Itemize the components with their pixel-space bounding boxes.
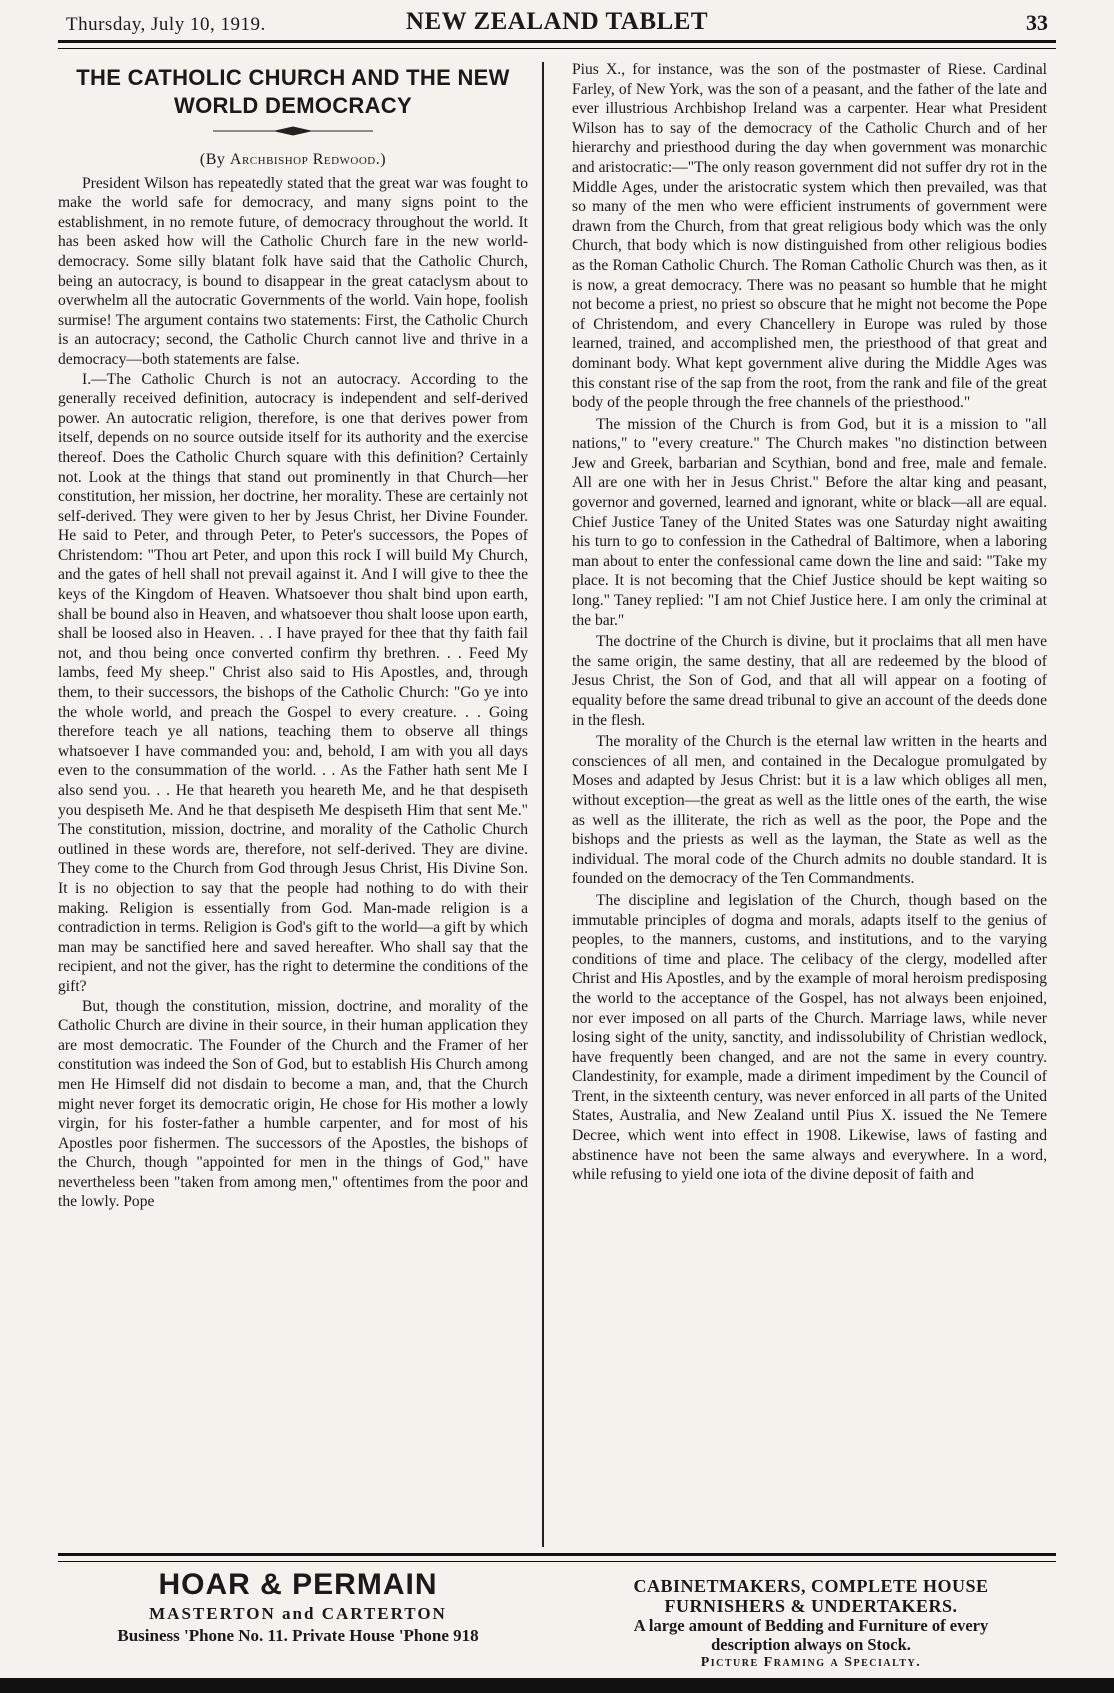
byline-suffix: ) [380,151,387,168]
article-title [58,64,528,120]
article-paragraph: The discipline and legislation of the Church, though based on the immutable principles of dogma and morals, adapts itself to the genius of peoples, to the manners, customs, and institutions, and to the varying conditions of time and place. The celibacy of the clergy, modelled after Christ and His Apostles, and by the example of moral heroism predisposing the world to the acceptance of the Gospel, has not always been enjoined, nor ever imposed on all parts of the Church. Marriage laws, while never losing sight of the unity, sanctity, and indissolubility of Christian wedlock, have frequently been changed, and are not the same in every country. Clandestinity, for example, made a diriment impediment by the Council of Trent, in the sixteenth century, was never enforced in all parts of the United States, Australia, and New Zealand until Pius X. issued the Ne Temere Decree, which went into effect in 1908. Likewise, laws of fasting and abstinence have not been the same always and everywhere. In a word, while refusing to yield one iota of the divine deposit of faith and [572,891,1047,1184]
article-column-left [58,60,528,1212]
publication-title: NEW ZEALAND TABLET [405,8,709,35]
ad-line-2: FURNISHERS & UNDERTAKERS. [664,1596,958,1616]
advertisement-cabinetmakers [566,1576,1056,1672]
ad-line-4: description always on Stock. [711,1635,911,1654]
column-divider [542,62,544,1547]
article-title-line-2: WORLD DEMOCRACY [174,93,412,118]
byline-prefix: (By [199,151,230,168]
ad-line-3: A large amount of Bedding and Furniture of every [633,1616,989,1635]
article-paragraph: I.—The Catholic Church is not an autocracy. According to the generally received definition, autocracy is independent and self-derived power. An autocratic religion, therefore, is one that derives power from itself, depends on no source outside itself for its authority and the exercise thereof. Does the Catholic Church square with this definition? Certainly not. Look at the things that stand out prominently in that Church—her constitution, her mission, her doctrine, her morality. These are certainly not self-derived. They were given to her by Jesus Christ, her Divine Founder. He said to Peter, and through Peter, to Peter's successors, the Popes of Christendom: "Thou art Peter, and upon this rock I will build My Church, and the gates of hell shall not prevail against it. And I will give to thee the keys of the Kingdom of Heaven. Whatsoever thou shalt bind upon earth, shall be bound also in Heaven, and whatsoever thou shalt loose upon earth, shall be loosed also in Heaven. . . I have prayed for thee that thy faith fail not, and thou being once converted confirm thy brethren. . . Feed My lambs, feed My sheep." Christ also said to His Apostles, and, through them, to their successors, the bishops of the Catholic Church: "Go ye into the whole world, and preach the Gospel to every creature. . . Going therefore teach ye all nations, teaching them to observe all things whatsoever I have commanded you: and, behold, I am with you all days even to the consummation of the world. . . As the Father hath sent Me I also send you. . . He that heareth you heareth Me, and he that despiseth you despiseth Me. And he that despiseth Me despiseth Him that sent Me." The constitution, mission, doctrine, and morality of the Catholic Church outlined in these words are, therefore, not self-derived. They are divine. They come to the Church from God through Jesus Christ, His Divine Son. It is no objection to say that the people had nothing to do with their making. Religion is essentially from God. Man-made religion is a contradiction in terms. Religion is God's gift to the world—a gift by which man may be sanctified here and saved hereafter. Who shall say that the recipient, and not the giver, has the right to determine the conditions of the gift? [58,370,528,995]
article-paragraph: The mission of the Church is from God, but it is a mission to "all nations," to "every creature." The Church makes "no distinction between Jew and Greek, barbarian and Scythian, bond and free, male and female. All are one with her in Jesus Christ." Before the altar king and peasant, governor and governed, learned and ignorant, white or black—all are equal. Chief Justice Taney of the United States was one Saturday night awaiting his turn to go to confession in the Cathedral of Baltimore, when a laboring man about to enter the confessional came down the line and said: "Take my place. It is not becoming that the Chief Justice should be kept waiting so long." Taney replied: "I am not Chief Justice here. I am only the criminal at the bar." [572,415,1047,629]
article-paragraph: Pius X., for instance, was the son of the postmaster of Riese. Cardinal Farley, of New York, was the son of a peasant, and the father of the late and ever illustrious Archbishop Ireland was a carpenter. Hear what President Wilson has to say of the democracy of the Catholic Church and of her hierarchy and priesthood during the day when government was monarchic and aristocratic:—"The only reason government did not suffer dry rot in the Middle Ages, under the aristocratic system which then prevailed, was that so many of the men who were efficient instruments of government were drawn from the Church, from that great religious body which was the only Church, that body which is now distinguished from other religious bodies as the Roman Catholic Church. The Roman Catholic Church was then, as it is now, a great democracy. There was no peasant so humble that he might not become a priest, no priest so obscure that he might not become the Pope of Christendom, and every Chancellery in Europe was ruled by those learned, trained, and accomplished men, the priesthood of that great and dominant body. What kept government alive during the Middle Ages was this constant rise of the sap from the root, from the rank and file of the great body of the people through the free channels of the priesthood." [572,61,1047,412]
article-paragraph: But, though the constitution, mission, doctrine, and morality of the Catholic Church are divine in their source, in their human application they are most democratic. The Founder of the Church and the Framer of her constitution was indeed the Son of God, but to establish His Church among men He Himself did not disdain to become a man, and, that the Church might never forget its democratic origin, He chose for His mother a lowly virgin, for his foster-father a humble carpenter, and for most of his Apostles poor fishermen. The successors of the Apostles, the bishops of the Church, though "appointed for men in the things of God," have nevertheless been "taken from among men," oftentimes from the poor and the lowly. Pope [58,997,528,1211]
ad-line-1: CABINETMAKERS, COMPLETE HOUSE [633,1576,989,1596]
page-number: 33 [1026,10,1048,35]
article-paragraph: President Wilson has repeatedly stated that the great war was fought to make the world safe for democracy, and many signs point to the establishment, in no remote future, of democracy throughout the world. It has been asked how will the Catholic Church fare in the new world-democracy. Some silly blatant folk have said that the Catholic Church, being an autocracy, is bound to disappear in the great cataclysm about to overwhelm all the autocratic Governments of the world. Vain hope, foolish surmise! The argument contains two statements: First, the Catholic Church is an autocracy; second, the Catholic Church cannot live and thrive in a democracy—both statements are false. [58,174,528,368]
ad-line-5: Picture Framing a Specialty. [700,1655,922,1670]
advertisement-rule [58,1553,1056,1562]
ad-firm-name: HOAR & PERMAIN [158,1568,438,1601]
article-paragraph: The morality of the Church is the eternal law written in the hearts and consciences of all men, and contained in the Decalogue promulgated by Moses and adapted by Jesus Christ: but it is a law which obliges all men, without exception—the great as well as the little ones of the earth, the wise as well as the illiterate, the rich as well as the poor, the Pope and the bishops and the priests as well as the layman, the State as well as the individual. The moral code of the Church admits no double standard. It is founded on the democracy of the Ten Commandments. [572,733,1047,888]
bottom-border [0,1678,1114,1693]
ad-towns: MASTERTON and CARTERTON [149,1604,447,1623]
advertisement-hoar-permain [58,1567,538,1647]
masthead-rule [58,40,1056,49]
article-byline [58,150,528,170]
title-ornament-icon [213,126,373,136]
article-paragraph: The doctrine of the Church is divine, but it proclaims that all men have the same origin, the same destiny, that all are redeemed by the blood of Jesus Christ, the Son of God, and that all will appear on a footing of equality before the same dread tribunal to give an account of the deeds done in the flesh. [572,633,1047,729]
article-column-right [572,60,1047,1185]
byline-author: Archbishop Redwood. [229,151,381,168]
masthead [58,8,1056,38]
article-title-line-1: THE CATHOLIC CHURCH AND THE NEW [76,65,510,90]
issue-date: Thursday, July 10, 1919. [66,14,266,35]
ad-phone-numbers: Business 'Phone No. 11. Private House 'Phone 918 [117,1626,479,1645]
